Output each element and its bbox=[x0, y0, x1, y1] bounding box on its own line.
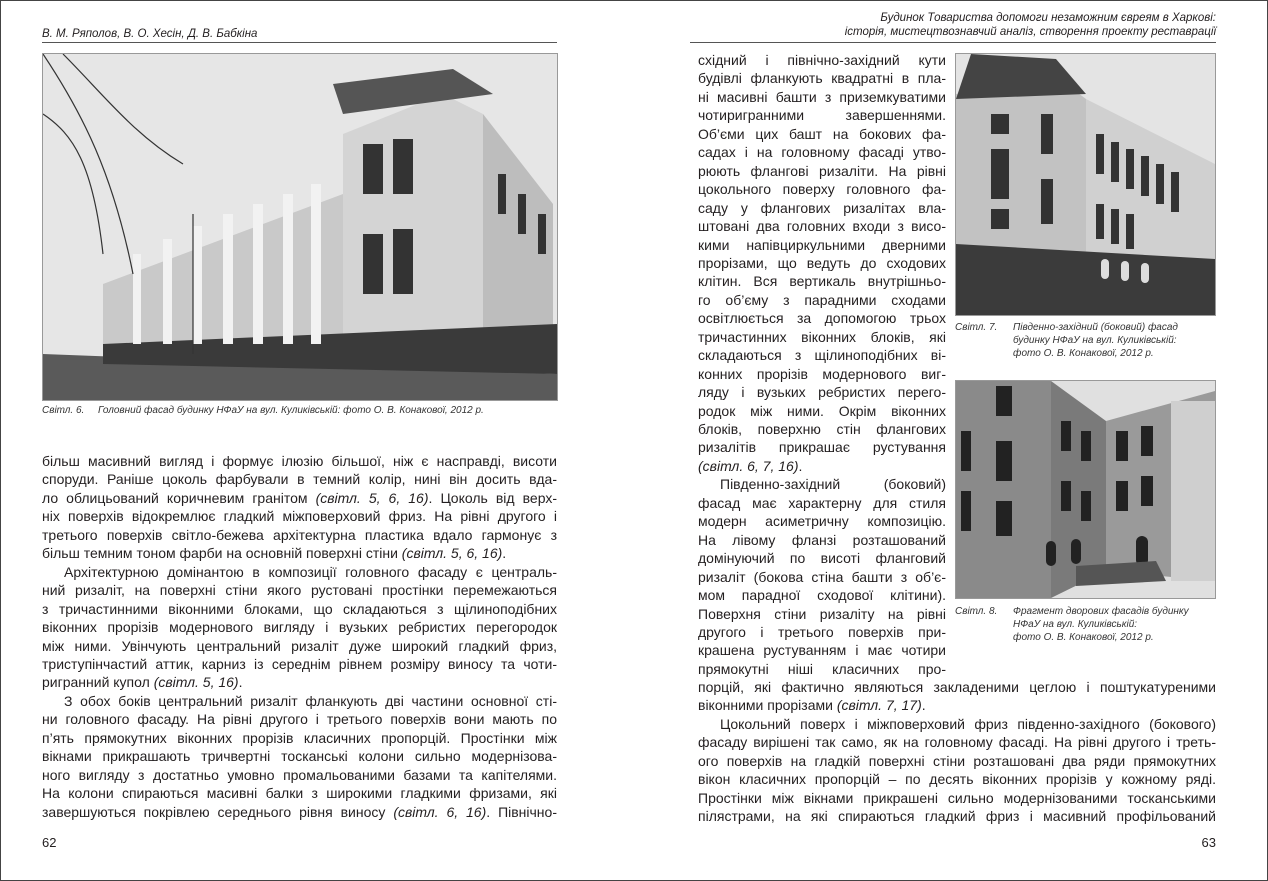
left-running-header: В. М. Ряполов, В. О. Хесін, Д. В. Бабкіна bbox=[42, 28, 258, 40]
text-line bbox=[698, 180, 946, 198]
figure-6-label: Світл. 6. bbox=[42, 405, 85, 416]
text-line bbox=[42, 563, 557, 581]
figure-8-caption-line: Фрагмент дворових фасадів будинку bbox=[1013, 606, 1189, 617]
text-line bbox=[698, 475, 946, 493]
figure-8-caption bbox=[955, 605, 1215, 645]
text-segment: кими напівциркульними дверними bbox=[698, 236, 946, 253]
text-line bbox=[698, 438, 946, 456]
text-segment: домінуючий по висоті фланговий bbox=[698, 550, 946, 567]
text-line bbox=[698, 752, 1216, 770]
text-segment: третього поверхів світло-бежева архітектурна пластика вдало гармонує з bbox=[42, 526, 557, 543]
text-segment: прорізами, що ведуть до сходових bbox=[698, 254, 946, 271]
text-line bbox=[42, 637, 557, 655]
text-line bbox=[698, 69, 946, 87]
text-segment: ригранний купол bbox=[42, 674, 154, 691]
text-segment: Архітектурною домінантою в композиції головного фасаду є централь- bbox=[64, 563, 557, 580]
text-line bbox=[42, 673, 557, 691]
text-segment: п’ять прямокутних віконних прорізів класичних пропорцій. Простінки між bbox=[42, 729, 557, 746]
text-segment: споруди. Раніше цоколь фарбували в темний колір, нині він досить вда- bbox=[42, 471, 557, 488]
text-segment: родок між ними. Окрім віконних bbox=[698, 402, 946, 419]
text-line bbox=[698, 365, 946, 383]
photo-main-facade bbox=[42, 53, 558, 401]
text-line bbox=[698, 494, 946, 512]
text-line bbox=[698, 383, 946, 401]
text-line bbox=[698, 51, 946, 69]
text-line bbox=[42, 470, 557, 488]
text-line bbox=[698, 236, 946, 254]
text-line bbox=[698, 789, 1216, 807]
text-line bbox=[698, 605, 946, 623]
text-line bbox=[698, 586, 946, 604]
text-line bbox=[698, 217, 946, 235]
text-segment: блоків, поверхню стін флангових bbox=[698, 421, 946, 437]
text-line bbox=[698, 143, 946, 161]
figure-8-caption-line: НФаУ на вул. Куликівській: bbox=[1013, 619, 1138, 630]
figure-reference: (світл. 5, 6, 16) bbox=[315, 489, 429, 506]
text-segment: з тричастинними віконними блоками, що складаються з щілиноподібних bbox=[42, 600, 557, 617]
text-line bbox=[698, 696, 1216, 714]
figure-reference: (світл. 7, 17) bbox=[836, 697, 922, 714]
text-line bbox=[698, 715, 1216, 733]
text-line bbox=[42, 452, 557, 470]
text-line bbox=[42, 692, 557, 710]
text-segment: ні масивні башти з приземкуватими bbox=[698, 88, 946, 105]
text-segment: Об’єми цих башт на бокових фа- bbox=[698, 125, 946, 142]
text-line bbox=[42, 489, 557, 507]
text-line bbox=[698, 199, 946, 217]
text-segment: тричастинних віконних блоків, які bbox=[698, 328, 946, 345]
text-segment: . bbox=[921, 697, 926, 714]
text-line bbox=[698, 346, 946, 364]
text-segment: чотиригранними завершеннями. bbox=[698, 107, 946, 124]
text-line bbox=[698, 531, 946, 549]
text-segment: На лівому фланзі розташований bbox=[698, 531, 946, 548]
text-segment: На колони спираються масивні балки з широкими гладкими фризами, які bbox=[42, 785, 557, 802]
text-line bbox=[698, 457, 946, 475]
text-segment: ого поверхів на гладкій поверхні стіни розташовані два ряди прямокутних bbox=[698, 752, 1216, 769]
figure-6-caption-text: Головний фасад будинку НФаУ на вул. Куликівській: фото О. В. Конакової, 2012 р. bbox=[98, 405, 484, 416]
text-line bbox=[698, 568, 946, 586]
text-line bbox=[698, 512, 946, 530]
text-segment: ни головного фасаду. На рівні другого і третього поверхів вони мають по bbox=[42, 711, 557, 728]
text-line bbox=[698, 770, 1216, 788]
text-segment: клітин. Вся вертикаль внутрішньо- bbox=[698, 273, 946, 290]
figure-7-caption-line: фото О. В. Конакової, 2012 р. bbox=[1013, 348, 1154, 359]
text-segment: між ними. Увінчують центральний ризаліт дуже широкий гладкий фриз, bbox=[42, 637, 557, 654]
text-line bbox=[698, 623, 946, 641]
text-line bbox=[42, 544, 557, 562]
text-segment: . bbox=[798, 457, 803, 474]
text-segment: ризаліт (бокова стіна башти з об’є- bbox=[698, 568, 946, 585]
text-segment: фасаду вирішені так само, як на головному фасаді. На рівні другого і треть- bbox=[698, 734, 1216, 751]
text-segment: цокольного поверху головного фа- bbox=[698, 181, 946, 198]
text-segment: Цокольний поверх і міжповерховий фриз південно-західного (бокового) bbox=[720, 715, 1216, 732]
figure-7-label: Світл. 7. bbox=[955, 322, 998, 333]
figure-7-caption bbox=[955, 321, 1215, 361]
page-number-left: 62 bbox=[42, 835, 57, 850]
text-segment: Південно-західний (боковий) bbox=[720, 476, 946, 493]
text-segment: будівлі фланкують квадратні в пла- bbox=[698, 70, 946, 87]
right-running-header-line1: Будинок Товариства допомоги незаможним євреям в Харкові: bbox=[880, 12, 1216, 24]
text-line bbox=[42, 729, 557, 747]
text-line bbox=[42, 803, 557, 821]
text-line bbox=[698, 309, 946, 327]
text-line bbox=[42, 784, 557, 802]
figure-reference: (світл. 5, 16) bbox=[153, 674, 239, 691]
text-segment: садах і на головному фасаді утво- bbox=[698, 144, 946, 161]
text-line bbox=[698, 660, 946, 678]
text-line bbox=[698, 291, 946, 309]
text-line bbox=[698, 162, 946, 180]
right-running-header-line2: історія, мистецтвознавчий аналіз, створення проекту реставрації bbox=[844, 26, 1216, 38]
text-segment: ніх поверхів відокремлює гладкий міжповерховий фриз. На рівні другого і bbox=[42, 508, 557, 525]
text-line bbox=[42, 710, 557, 728]
text-segment: модерн асиметричну композицію. bbox=[698, 513, 946, 530]
text-segment: ного вигляду з достатньо умовно промальованими базами та капітелями. bbox=[42, 766, 557, 783]
text-line bbox=[42, 581, 557, 599]
text-line bbox=[698, 88, 946, 106]
text-segment: більш темним тоном фарби на основній поверхні стіни bbox=[42, 545, 402, 562]
photo-southwest-facade bbox=[955, 53, 1216, 316]
text-line bbox=[698, 125, 946, 143]
text-segment: рюють флангові ризаліти. На рівні bbox=[698, 162, 946, 179]
text-segment: ляду і вузьких ребристих перего- bbox=[698, 384, 946, 401]
text-segment: більш масивний вигляд і формує ілюзію більшої, ніж є насправді, висоти bbox=[42, 453, 557, 469]
text-line bbox=[42, 766, 557, 784]
text-segment: штовані два головних входи з висо- bbox=[698, 218, 946, 235]
text-segment: ризалітів прикрашає рустування bbox=[698, 439, 946, 456]
figure-7-caption-line: Південно-західний (боковий) фасад bbox=[1013, 322, 1178, 333]
figure-8-caption-line: фото О. В. Конакової, 2012 р. bbox=[1013, 632, 1154, 643]
text-segment: конних прорізів модернового виг- bbox=[698, 365, 946, 382]
text-line bbox=[698, 549, 946, 567]
text-line bbox=[42, 507, 557, 525]
text-segment: віконними прорізами bbox=[698, 697, 837, 714]
text-segment: триступінчастий аттик, карниз із середнім рівнем розміру виносу та чоти- bbox=[42, 655, 557, 672]
text-line bbox=[698, 254, 946, 272]
text-segment: крашена рустуванням і має чотири bbox=[698, 642, 946, 659]
text-line bbox=[698, 641, 946, 659]
text-segment: завершуються покрівлею середнього рівня виносу bbox=[42, 803, 394, 820]
text-line bbox=[698, 106, 946, 124]
text-line bbox=[42, 526, 557, 544]
text-line bbox=[698, 807, 1216, 825]
left-header-rule bbox=[42, 42, 557, 43]
text-segment: порцій, які фактично являються закладеними цеглою і поштукатуреними bbox=[698, 679, 1216, 695]
photo-courtyard-facades bbox=[955, 380, 1216, 599]
text-line bbox=[698, 420, 946, 438]
text-segment: Простінки між вікнами прикрашені сильно модернізованими тосканськими bbox=[698, 789, 1216, 806]
text-line bbox=[42, 618, 557, 636]
text-segment: східний і північно-західний кути bbox=[698, 52, 946, 68]
text-segment: З обох боків центральний ризаліт фланкують дві частини основної сті- bbox=[64, 692, 557, 709]
text-line bbox=[698, 272, 946, 290]
text-line bbox=[42, 747, 557, 765]
text-segment: складаються з щілиноподібних ві- bbox=[698, 347, 946, 364]
figure-reference: (світл. 6, 7, 16) bbox=[698, 457, 799, 474]
text-line bbox=[698, 678, 1216, 696]
text-segment: ний ризаліт, на поверхні стіни якого рустовані простінки перемежаються bbox=[42, 582, 557, 599]
text-line bbox=[698, 402, 946, 420]
text-segment: фасад має характерну для стиля bbox=[698, 494, 946, 511]
page-number-right: 63 bbox=[1201, 835, 1216, 850]
text-segment: . Цоколь від верх- bbox=[428, 489, 557, 506]
text-segment: го об’єму з парадними сходами bbox=[698, 291, 946, 308]
text-line bbox=[42, 655, 557, 673]
figure-reference: (світл. 5, 6, 16) bbox=[401, 545, 503, 562]
figure-6-caption bbox=[42, 404, 557, 418]
text-line bbox=[42, 600, 557, 618]
text-line bbox=[698, 328, 946, 346]
text-segment: пілястрами, на які спираються гладкий фриз і масивний профільований bbox=[698, 808, 1216, 825]
text-segment: мом парадної сходової клітини). bbox=[698, 587, 946, 604]
text-line bbox=[698, 733, 1216, 751]
figure-8-label: Світл. 8. bbox=[955, 606, 998, 617]
text-segment: Поверхня стіни ризаліту на рівні bbox=[698, 605, 946, 622]
text-segment: . bbox=[502, 545, 507, 562]
text-segment: віконних прорізів модернового вигляду і вузьких ребристих перегородок bbox=[42, 619, 557, 636]
text-segment: освітлюється за допомогою трьох bbox=[698, 310, 946, 327]
text-segment: саду у флангових ризалітах вла- bbox=[698, 199, 946, 216]
right-header-rule bbox=[690, 42, 1216, 43]
text-segment: ло облицьований коричневим гранітом bbox=[42, 489, 316, 506]
text-segment: вікнами прикрашають тричвертні тосканські колони сильно модернізова- bbox=[42, 748, 557, 765]
text-segment: прямокутні ніші класичних про- bbox=[698, 660, 946, 677]
text-segment: . bbox=[238, 674, 243, 691]
text-segment: вікон класичних пропорцій – по десять віконних прорізів у кожному ряді. bbox=[698, 771, 1216, 788]
figure-7-caption-line: будинку НФаУ на вул. Куликівській: bbox=[1013, 335, 1177, 346]
text-segment: другого і третього поверхів при- bbox=[698, 623, 946, 640]
text-segment: . Північно- bbox=[486, 803, 557, 820]
figure-reference: (світл. 6, 16) bbox=[393, 803, 487, 820]
